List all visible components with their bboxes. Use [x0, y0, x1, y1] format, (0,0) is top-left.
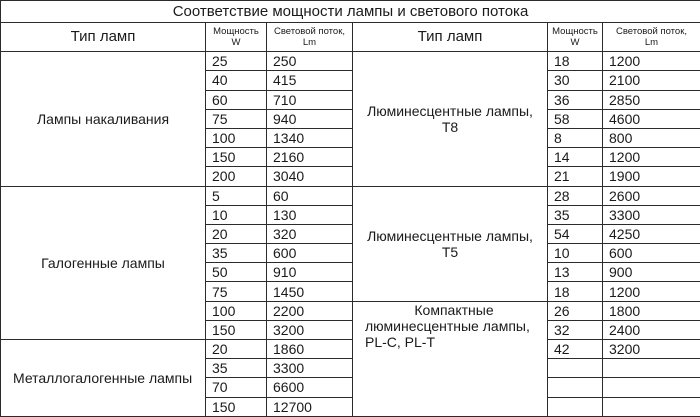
right-power-cell: 42: [548, 340, 603, 359]
right-lamp-type-line: T8: [441, 118, 459, 135]
left-flux-cell: 600: [267, 244, 353, 263]
right-power-cell: 10: [548, 244, 603, 263]
left-power-cell: 70: [206, 378, 267, 397]
right-power-cell: 8: [548, 128, 603, 147]
right-power-cell: 18: [548, 52, 603, 71]
right-power-cell: 32: [548, 320, 603, 339]
right-flux-cell: 900: [603, 263, 700, 282]
right-type-header: Тип ламп: [353, 23, 548, 52]
right-flux-cell: 2850: [603, 90, 700, 109]
left-flux-cell: 12700: [267, 397, 353, 416]
right-flux-cell: 1200: [603, 52, 700, 71]
right-power-cell: 54: [548, 224, 603, 243]
right-empty-cell: [548, 359, 603, 378]
left-power-cell: 60: [206, 90, 267, 109]
left-power-cell: 40: [206, 71, 267, 90]
left-flux-cell: 1340: [267, 128, 353, 147]
left-lamp-type: Лампы накаливания: [1, 52, 206, 186]
right-power-cell: 13: [548, 263, 603, 282]
right-flux-cell: 2100: [603, 71, 700, 90]
table-row: [1, 186, 700, 205]
right-flux-header: Световой поток, Lm: [603, 23, 700, 52]
right-power-cell: 36: [548, 90, 603, 109]
left-lamp-type: Галогенные лампы: [1, 186, 206, 340]
left-flux-cell: 3200: [267, 320, 353, 339]
right-flux-cell: 3300: [603, 205, 700, 224]
right-lamp-type: [353, 186, 548, 301]
right-flux-cell: 4250: [603, 224, 700, 243]
left-power-cell: 20: [206, 224, 267, 243]
left-flux-cell: 1860: [267, 340, 353, 359]
left-power-cell: 75: [206, 282, 267, 301]
left-flux-cell: 1450: [267, 282, 353, 301]
right-lamp-type-line: Компактные: [414, 301, 494, 318]
left-flux-cell: 415: [267, 71, 353, 90]
header-row: [1, 23, 700, 52]
left-power-cell: 150: [206, 148, 267, 167]
left-power-cell: 35: [206, 244, 267, 263]
right-power-cell: 58: [548, 109, 603, 128]
left-power-cell: 35: [206, 359, 267, 378]
right-power-cell: 21: [548, 167, 603, 186]
right-empty-cell: [548, 397, 603, 416]
right-lamp-type-line: Люминесцентные лампы,: [367, 102, 533, 119]
table-row: [1, 340, 700, 359]
left-flux-cell: 710: [267, 90, 353, 109]
left-flux-cell: 3040: [267, 167, 353, 186]
left-flux-cell: 2200: [267, 301, 353, 320]
left-flux-cell: 940: [267, 109, 353, 128]
right-flux-cell: 1900: [603, 167, 700, 186]
left-power-cell: 100: [206, 128, 267, 147]
table-title: Соответствие мощности лампы и светового потока: [1, 1, 700, 23]
left-power-cell: 50: [206, 263, 267, 282]
right-lamp-type-line: люминесцентные лампы,: [365, 317, 530, 334]
left-power-cell: 75: [206, 109, 267, 128]
left-flux-cell: 2160: [267, 148, 353, 167]
right-empty-cell: [548, 378, 603, 397]
right-power-cell: 14: [548, 148, 603, 167]
right-power-cell: 28: [548, 186, 603, 205]
left-flux-cell: 320: [267, 224, 353, 243]
left-power-cell: 150: [206, 397, 267, 416]
left-flux-cell: 130: [267, 205, 353, 224]
right-flux-cell: 1200: [603, 148, 700, 167]
right-empty-cell: [603, 397, 700, 416]
right-power-cell: 18: [548, 282, 603, 301]
left-type-header: Тип ламп: [1, 23, 206, 52]
right-power-cell: 30: [548, 71, 603, 90]
right-lamp-type-line: PL-C, PL-T: [365, 333, 436, 350]
right-lamp-type-line: T5: [441, 243, 459, 260]
left-power-cell: 10: [206, 205, 267, 224]
left-power-cell: 25: [206, 52, 267, 71]
title-row: [1, 1, 700, 23]
right-lamp-type: [353, 301, 548, 416]
left-flux-cell: 250: [267, 52, 353, 71]
right-empty-cell: [603, 359, 700, 378]
left-power-cell: 200: [206, 167, 267, 186]
left-flux-cell: 60: [267, 186, 353, 205]
right-lamp-type-line: Люминесцентные лампы,: [367, 227, 533, 244]
left-power-cell: 150: [206, 320, 267, 339]
left-power-header: Мощность W: [206, 23, 267, 52]
left-flux-cell: 910: [267, 263, 353, 282]
right-flux-cell: 1800: [603, 301, 700, 320]
right-lamp-type: [353, 52, 548, 186]
right-empty-cell: [603, 378, 700, 397]
left-power-cell: 5: [206, 186, 267, 205]
right-flux-cell: 800: [603, 128, 700, 147]
left-flux-header: Световой поток, Lm: [267, 23, 353, 52]
right-flux-cell: 600: [603, 244, 700, 263]
right-flux-cell: 1200: [603, 282, 700, 301]
right-flux-cell: 2600: [603, 186, 700, 205]
right-flux-cell: 2400: [603, 320, 700, 339]
left-power-cell: 20: [206, 340, 267, 359]
right-power-cell: 35: [548, 205, 603, 224]
right-flux-cell: 3200: [603, 340, 700, 359]
left-flux-cell: 6600: [267, 378, 353, 397]
left-lamp-type: Металлогалогенные лампы: [1, 340, 206, 417]
right-flux-cell: 4600: [603, 109, 700, 128]
table-row: [1, 52, 700, 71]
left-flux-cell: 3300: [267, 359, 353, 378]
right-power-header: Мощность W: [548, 23, 603, 52]
right-power-cell: 26: [548, 301, 603, 320]
left-power-cell: 100: [206, 301, 267, 320]
